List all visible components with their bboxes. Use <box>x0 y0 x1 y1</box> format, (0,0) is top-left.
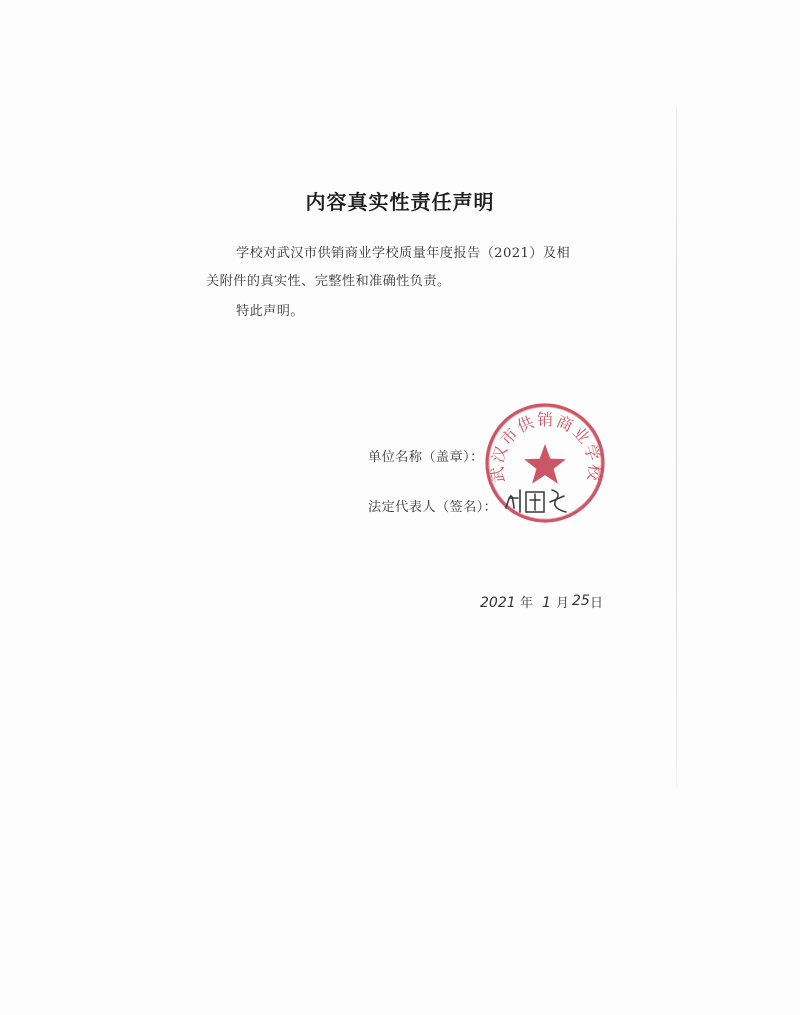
closing-text: 特此声明。 <box>236 304 304 319</box>
date-year-char: 年 <box>520 596 534 611</box>
document-title: 内容真实性责任声明 <box>305 190 495 214</box>
date-month: 1 <box>542 595 551 611</box>
statement-line-2: 关附件的真实性、完整性和准确性负责。 <box>206 274 451 289</box>
date-day: 25 <box>572 593 590 609</box>
statement-paragraph <box>206 240 608 296</box>
date-month-char: 月 <box>556 596 570 611</box>
seal-text: 武汉市供销商业学校 <box>487 410 605 484</box>
handwritten-signature <box>500 478 580 518</box>
unit-name-label: 单位名称（盖章）： <box>368 450 484 465</box>
date-day-char: 日 <box>590 596 604 611</box>
legal-representative-label: 法定代表人（签名）： <box>368 500 498 515</box>
handwritten-date <box>478 588 608 614</box>
date-year: 2021 <box>480 595 516 611</box>
statement-line-1: 学校对武汉市供销商业学校质量年度报告（2021）及相 <box>236 246 571 261</box>
